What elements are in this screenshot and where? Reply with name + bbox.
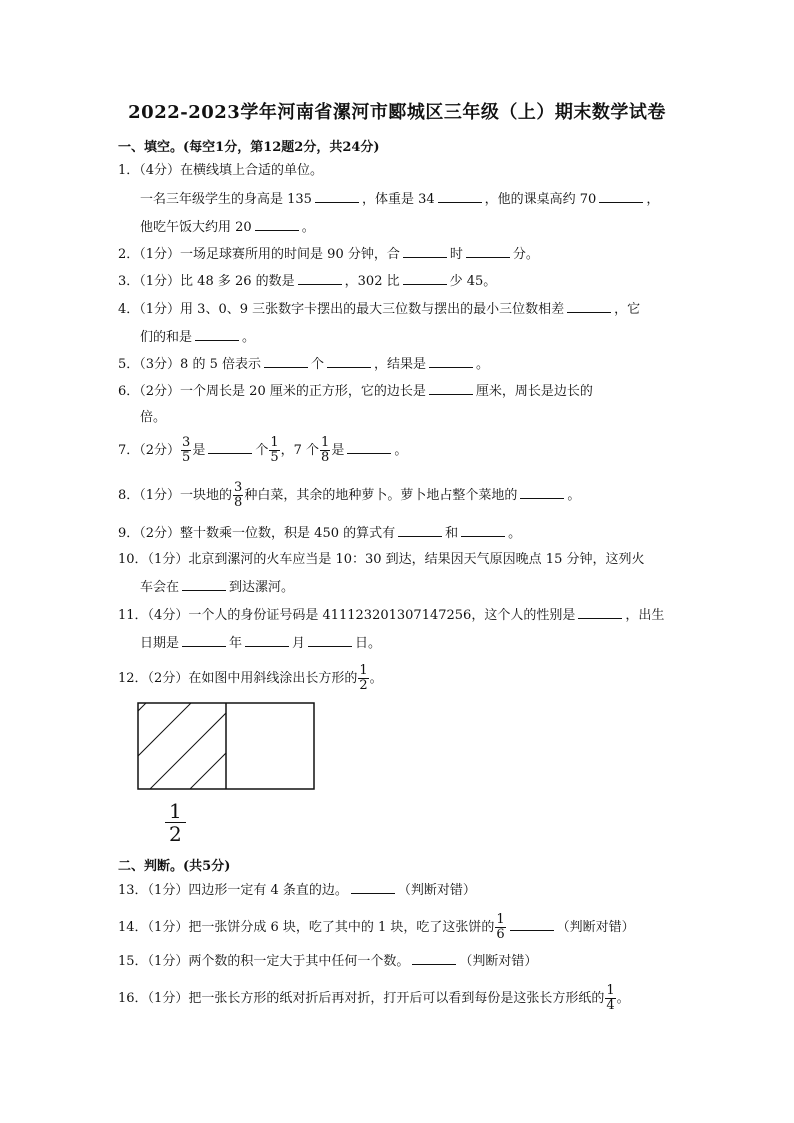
- question-10-line-2: 车会在 到达漯河。: [140, 580, 295, 595]
- question-4-line-2: 们的和是 。: [140, 330, 256, 345]
- answer-blank: [403, 272, 447, 285]
- fraction: $\frac{3}{5}$: [182, 435, 191, 465]
- question-1-line-2: 他吃午饭大约用 20 。: [140, 220, 315, 235]
- answer-blank: [567, 300, 611, 313]
- answer-blank: [403, 245, 447, 258]
- question-8: 8．（1分）一块地的 $\frac{3}{8}$ 种白菜，其余的地种萝卜。萝卜地占整个菜地的 。: [118, 480, 581, 510]
- figure-fraction-label: $\frac{1}{2}$: [165, 800, 186, 845]
- fraction: $\frac{1}{5}$: [270, 435, 279, 465]
- question-5: 5．（3分）8 的 5 倍表示 个 ，结果是 。: [118, 357, 490, 372]
- question-14: 14．（1分）把一张饼分成 6 块，吃了其中的 1 块，吃了这张饼的 $\frac{1}{6}$ （判断对错）: [118, 912, 635, 942]
- answer-blank: [208, 441, 252, 454]
- question-7: 7．（2分） $\frac{3}{5}$ 是 个 $\frac{1}{5}$ ，7 个 $\frac{1}{8}$ 是 。: [118, 435, 408, 465]
- answer-blank: [255, 218, 299, 231]
- section-fill-blank-heading: 一、填空。(每空1分，第12题2分，共24分): [118, 140, 380, 155]
- answer-blank: [245, 634, 289, 647]
- answer-blank: [182, 578, 226, 591]
- q1-text: 1．（4分）在横线填上合适的单位。: [118, 163, 324, 178]
- question-10: 10．（1分）北京到漯河的火车应当是 10：30 到达，结果因天气原因晚点 15 分钟，这列火: [118, 552, 645, 567]
- question-11: 11．（4分）一个人的身份证号码是 411123201307147256，这个人的性别是 ，出生: [118, 608, 665, 623]
- question-13: 13．（1分）四边形一定有 4 条直的边。 （判断对错）: [118, 883, 476, 898]
- question-1: [118, 162, 323, 180]
- question-15: 15．（1分）两个数的积一定大于其中任何一个数。 （判断对错）: [118, 954, 538, 969]
- question-4: 4．（1分）用 3、0、9 三张数字卡摆出的最大三位数与摆出的最小三位数相差 ，它: [118, 302, 641, 317]
- answer-blank: [438, 190, 482, 203]
- answer-blank: [327, 355, 371, 368]
- answer-blank: [351, 881, 395, 894]
- fraction: $\frac{1}{2}$: [359, 663, 368, 693]
- answer-blank: [412, 952, 456, 965]
- section-judgment-heading: 二、判断。(共5分): [118, 859, 231, 874]
- question-16: 16．（1分）把一张长方形的纸对折后再对折，打开后可以看到每份是这张长方形纸的 $\frac{1}{4}$ 。: [118, 983, 630, 1013]
- question-3: 3．（1分）比 48 多 26 的数是 ，302 比 少 45。: [118, 274, 497, 289]
- question-2: 2．（1分）一场足球赛所用的时间是 90 分钟，合 时 分。: [118, 247, 539, 262]
- answer-blank: [398, 524, 442, 537]
- question-12: 12．（2分）在如图中用斜线涂出长方形的 $\frac{1}{2}$ 。: [118, 663, 383, 693]
- answer-blank: [347, 441, 391, 454]
- fraction: $\frac{1}{6}$: [496, 912, 505, 942]
- fraction: $\frac{1}{4}$: [606, 983, 615, 1013]
- hatch-line: [137, 702, 212, 777]
- question-6: 6．（2分）一个周长是 20 厘米的正方形，它的边长是 厘米，周长是边长的: [118, 384, 593, 399]
- answer-blank: [461, 524, 505, 537]
- page-title: 2022-2023学年河南省漯河市郾城区三年级（上）期末数学试卷: [128, 102, 666, 123]
- hatch-line: [167, 702, 287, 792]
- hatch-line: [137, 702, 167, 732]
- answer-blank: [466, 245, 510, 258]
- fraction: $\frac{1}{8}$: [321, 435, 330, 465]
- hatch-line: [212, 702, 317, 792]
- answer-blank: [182, 634, 226, 647]
- question-1-line-1: 一名三年级学生的身高是 135 ，体重是 34 ，他的课桌高约 70 ，: [140, 192, 660, 207]
- hatch-line: [137, 702, 247, 792]
- question-9: 9．（2分）整十数乘一位数，积是 450 的算式有 和 。: [118, 526, 522, 541]
- rectangle-figure: [137, 702, 317, 792]
- question-11-line-2: 日期是 年 月 日。: [140, 636, 382, 651]
- answer-blank: [429, 355, 473, 368]
- answer-blank: [578, 606, 622, 619]
- answer-blank: [315, 190, 359, 203]
- answer-blank: [264, 355, 308, 368]
- answer-blank: [599, 190, 643, 203]
- answer-blank: [298, 272, 342, 285]
- answer-blank: [510, 918, 554, 931]
- answer-blank: [195, 328, 239, 341]
- answer-blank: [308, 634, 352, 647]
- answer-blank: [429, 382, 473, 395]
- answer-blank: [520, 486, 564, 499]
- fraction: $\frac{3}{8}$: [234, 480, 243, 510]
- question-6-line-2: 倍。: [140, 410, 167, 425]
